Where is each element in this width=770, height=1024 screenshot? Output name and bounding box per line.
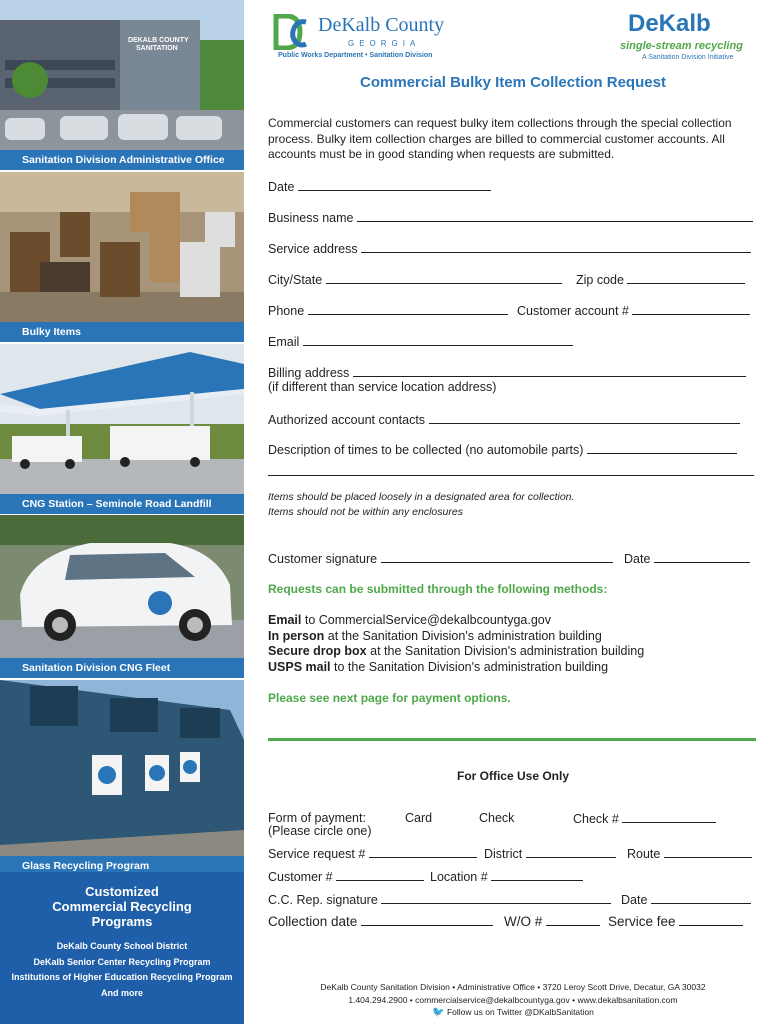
business-name-label: Business name: [268, 211, 354, 225]
admin-office-photo: [0, 0, 244, 150]
method-in-person: [268, 629, 602, 643]
phone-label: Phone: [268, 304, 305, 318]
date-field[interactable]: [268, 179, 491, 194]
bulky-items-photo: [0, 172, 244, 322]
district-label: District: [484, 847, 523, 861]
signature-date-field[interactable]: [624, 551, 750, 566]
signature-field[interactable]: [268, 551, 613, 566]
method-email-label: Email: [268, 613, 302, 627]
recycling-logo: [612, 10, 752, 64]
service-request-label: Service request #: [268, 847, 366, 861]
location-number-field[interactable]: [430, 869, 583, 884]
service-address-label: Service address: [268, 242, 358, 256]
location-number-label: Location #: [430, 870, 488, 884]
payment-option-check[interactable]: Check: [479, 811, 515, 825]
intro-text: Commercial customers can request bulky item collections through the special collection process. Bulky item collection charges are billed to commercial customer accounts. All accounts must be in good standing when requests are submitted.: [268, 116, 732, 161]
city-state-field[interactable]: [268, 272, 562, 287]
route-label: Route: [627, 847, 661, 861]
billing-address-field[interactable]: [268, 365, 746, 380]
programs-title: Customized Commercial Recycling Programs: [52, 884, 192, 929]
photo-sidebar: [0, 0, 244, 1024]
method-drop-label: Secure drop box: [268, 644, 367, 658]
method-person-label: In person: [268, 629, 325, 643]
check-number-field[interactable]: [573, 811, 716, 826]
cng-station-photo: [0, 344, 244, 494]
zip-label: Zip code: [576, 273, 624, 287]
customer-number-field[interactable]: [268, 869, 424, 884]
zip-field[interactable]: [576, 272, 745, 287]
service-address-field[interactable]: [268, 241, 751, 256]
check-number-label: Check #: [573, 812, 619, 826]
account-label: Customer account #: [517, 304, 629, 318]
service-fee-label: Service fee: [608, 914, 676, 929]
signature-label: Customer signature: [268, 552, 378, 566]
method-usps: [268, 660, 608, 674]
county-state: GEORGIA: [348, 39, 421, 48]
city-state-label: City/State: [268, 273, 323, 287]
programs-box: [0, 872, 244, 1024]
methods-heading: Requests can be submitted through the following methods:: [268, 582, 608, 596]
billing-label: Billing address: [268, 366, 350, 380]
program-item: DeKalb Senior Center Recycling Program: [33, 956, 211, 967]
route-field[interactable]: [627, 846, 752, 861]
signature-date-label: Date: [624, 552, 651, 566]
cc-date-field[interactable]: [621, 892, 751, 907]
payment-option-card[interactable]: Card: [405, 811, 433, 825]
recycling-logo-text: DeKalb: [628, 10, 711, 37]
svg-text:SANITATION: SANITATION: [136, 45, 178, 52]
program-item: DeKalb County School District: [56, 941, 188, 951]
wo-label: W/O #: [504, 914, 543, 929]
service-fee-field[interactable]: [608, 914, 743, 929]
caption-admin-office: Sanitation Division Administrative Office: [0, 150, 244, 170]
account-field[interactable]: [517, 303, 750, 318]
phone-field[interactable]: [268, 303, 508, 318]
contacts-field[interactable]: [268, 412, 740, 427]
caption-bulky-items: Bulky Items: [0, 322, 244, 342]
office-use-title: For Office Use Only: [456, 769, 570, 783]
form-of-payment-label: Form of payment:: [268, 811, 366, 825]
method-person-text: at the Sanitation Division's administration building: [327, 629, 602, 643]
description-label: Description of times to be collected (no automobile parts): [268, 443, 584, 457]
payment-note: Please see next page for payment options.: [268, 691, 511, 705]
program-item: And more: [100, 987, 143, 998]
recycling-sub: A Sanitation Division Initiative: [642, 54, 734, 61]
cc-rep-label: C.C. Rep. signature: [268, 893, 378, 907]
method-drop-text: at the Sanitation Division's administration building: [370, 644, 645, 658]
twitter-bird-icon: 🐦: [432, 1007, 445, 1018]
method-email: [268, 613, 551, 627]
twitter-handle: Follow us on Twitter @DKalbSanitation: [446, 1007, 594, 1017]
circle-one-note: (Please circle one): [268, 824, 372, 838]
date-label: Date: [268, 180, 295, 194]
county-logo: [272, 10, 452, 60]
caption-glass-recycling: Glass Recycling Program: [0, 856, 244, 876]
footer-contact: 1.404.294.2900 • commercialservice@dekalbcountyga.gov • www.dekalbsanitation.com: [348, 995, 678, 1005]
wo-number-field[interactable]: [504, 914, 600, 929]
cng-fleet-photo: [0, 515, 244, 658]
email-field[interactable]: [268, 334, 573, 349]
section-divider: [268, 738, 756, 741]
method-usps-label: USPS mail: [268, 660, 331, 674]
method-drop-box: [268, 644, 644, 658]
recycling-tagline: single-stream recycling: [620, 40, 743, 52]
form-title: Commercial Bulky Item Collection Request: [360, 74, 666, 91]
description-field[interactable]: [268, 442, 737, 457]
cc-rep-signature-field[interactable]: [268, 892, 611, 907]
footer-address: DeKalb County Sanitation Division • Administrative Office • 3720 Leroy Scott Drive, Decatur, GA 30032: [320, 982, 706, 992]
collection-date-field[interactable]: [268, 914, 493, 929]
district-field[interactable]: [484, 846, 616, 861]
service-request-field[interactable]: [268, 846, 477, 861]
item-note-2: Items should not be within any enclosures: [268, 506, 463, 518]
cc-date-label: Date: [621, 893, 648, 907]
county-name: DeKalb County: [318, 14, 445, 36]
business-name-field[interactable]: [268, 210, 753, 225]
description-extra-line[interactable]: [268, 464, 754, 479]
caption-cng-fleet: Sanitation Division CNG Fleet: [0, 658, 244, 678]
program-item: Institutions of Higher Education Recycling Program: [11, 972, 233, 982]
contacts-label: Authorized account contacts: [268, 413, 426, 427]
method-email-text: to CommercialService@dekalbcountyga.gov: [304, 613, 551, 627]
glass-recycling-photo: [0, 680, 244, 856]
county-sub: Public Works Department • Sanitation Division: [278, 52, 433, 59]
email-label: Email: [268, 335, 300, 349]
caption-cng-station: CNG Station – Seminole Road Landfill: [0, 494, 244, 514]
item-note-1: Items should be placed loosely in a designated area for collection.: [268, 491, 575, 503]
method-usps-text: to the Sanitation Division's administration building: [334, 660, 609, 674]
building-sign: DEKALB COUNTY: [128, 37, 189, 44]
customer-number-label: Customer #: [268, 870, 333, 884]
billing-note: (if different than service location address): [268, 380, 497, 394]
collection-date-label: Collection date: [268, 914, 358, 929]
dc-mark-icon: [272, 14, 308, 50]
footer-twitter[interactable]: [268, 1007, 758, 1018]
